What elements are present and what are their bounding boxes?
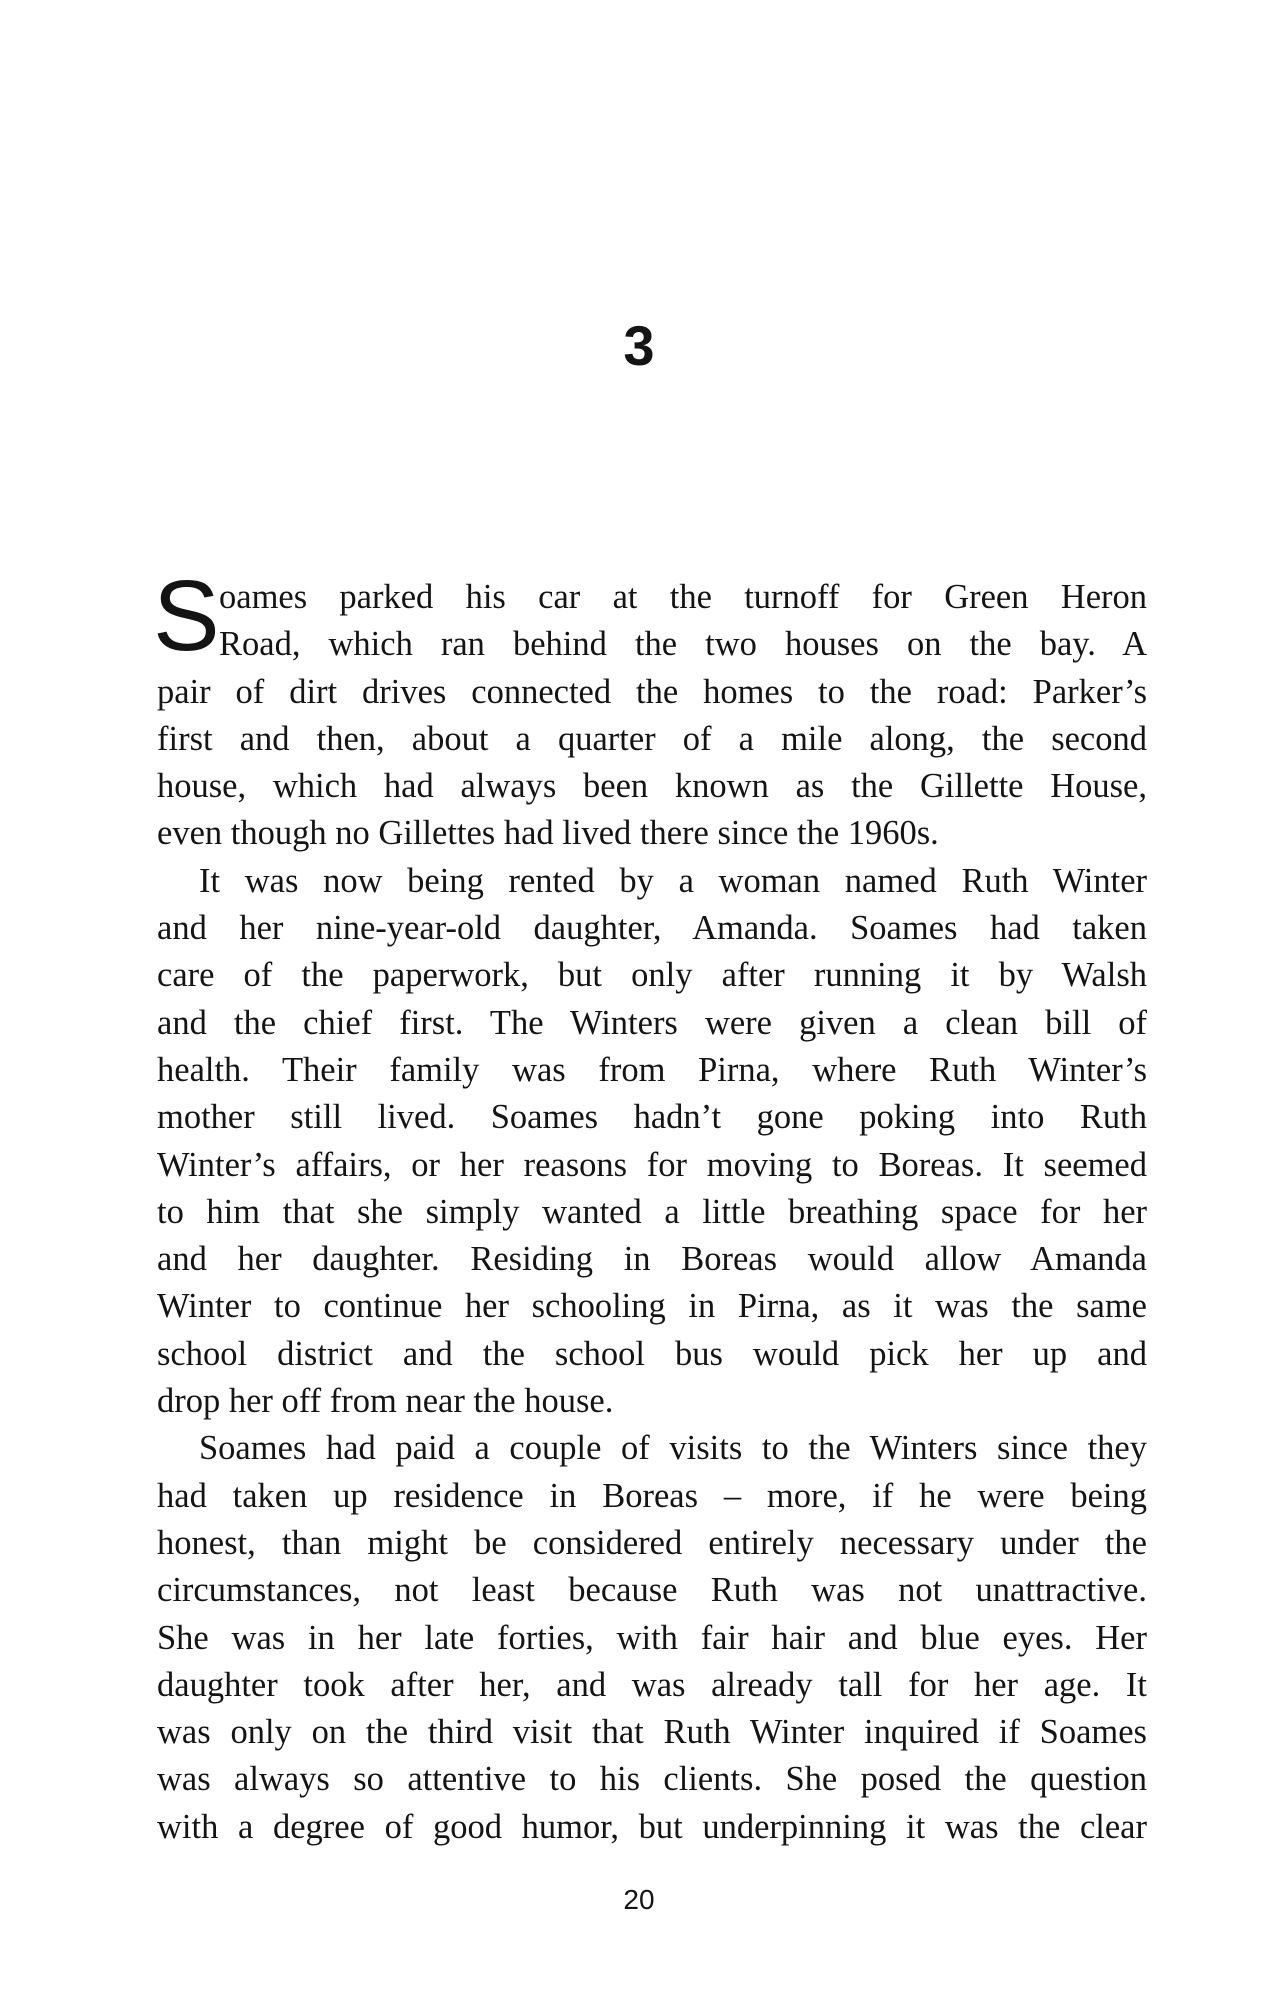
- text-line: Winter to continue her schooling in Pirna, as it was the same: [157, 1287, 1147, 1326]
- text-line: She was in her late forties, with fair hair and blue eyes. Her: [157, 1618, 1147, 1657]
- text-line: mother still lived. Soames hadn’t gone poking into Ruth: [157, 1098, 1147, 1137]
- text-line: house, which had always been known as the Gillette House,: [157, 767, 1147, 806]
- text-line: was only on the third visit that Ruth Winter inquired if Soames: [157, 1713, 1147, 1752]
- text-line: Road, which ran behind the two houses on the bay. A: [219, 625, 1147, 664]
- text-line: and her daughter. Residing in Boreas would allow Amanda: [157, 1240, 1147, 1279]
- text-line: circumstances, not least because Ruth was not unattractive.: [157, 1571, 1147, 1610]
- text-line: health. Their family was from Pirna, where Ruth Winter’s: [157, 1050, 1147, 1089]
- text-line: and the chief first. The Winters were given a clean bill of: [157, 1003, 1147, 1042]
- body-text: [153, 560, 1147, 1851]
- text-line: care of the paperwork, but only after running it by Walsh: [157, 956, 1147, 995]
- text-line: first and then, about a quarter of a mile along, the second: [157, 719, 1147, 758]
- text-line: had taken up residence in Boreas – more, if he were being: [157, 1476, 1147, 1515]
- chapter-number: 3: [623, 314, 655, 377]
- text-line: daughter took after her, and was already tall for her age. It: [157, 1665, 1147, 1704]
- text-line: was always so attentive to his clients. She posed the question: [157, 1760, 1147, 1799]
- text-line: with a degree of good humor, but underpinning it was the clear: [157, 1807, 1147, 1846]
- text-line: honest, than might be considered entirely necessary under the: [157, 1523, 1147, 1562]
- text-line: to him that she simply wanted a little breathing space for her: [157, 1192, 1147, 1231]
- text-line: drop her off from near the house.: [157, 1382, 614, 1421]
- text-line: Winter’s affairs, or her reasons for moving to Boreas. It seemed: [157, 1145, 1147, 1184]
- text-line: and her nine-year-old daughter, Amanda. Soames had taken: [157, 909, 1147, 948]
- page-number: 20: [623, 1884, 655, 1915]
- text-line: oames parked his car at the turnoff for Green Heron: [219, 578, 1147, 616]
- text-line: pair of dirt drives connected the homes to the road: Parker’s: [157, 672, 1147, 711]
- text-line: even though no Gillettes had lived there since the 1960s.: [157, 814, 939, 853]
- text-line: school district and the school bus would pick her up and: [157, 1334, 1147, 1373]
- drop-cap: S: [153, 560, 220, 672]
- text-line: Soames had paid a couple of visits to the Winters since they: [199, 1429, 1147, 1468]
- text-line: It was now being rented by a woman named Ruth Winter: [199, 861, 1147, 900]
